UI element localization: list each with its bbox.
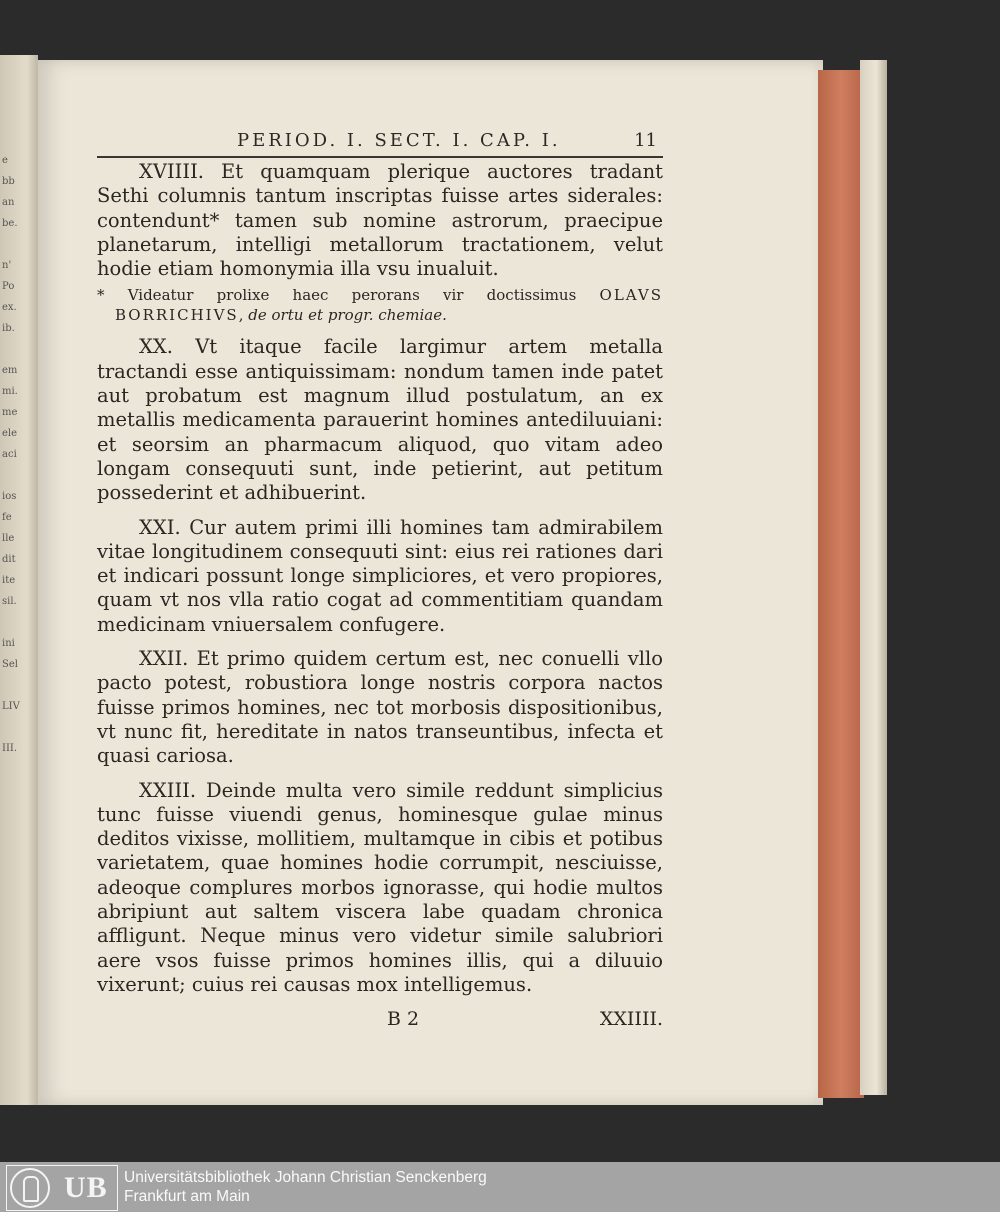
facing-page-fragment: LIV [2, 701, 20, 712]
paragraph-xxi: XXI. Cur autem primi illi homines tam admirabilem vitae longitudinem consequuti sint: eius rei rationes dari et indicari possunt longe simpliciores, et vero propiores, quam vt nos vlla ratio cogat ad commentitiam quandam medicinam vniuersalem confugere. [97, 515, 663, 636]
facing-page-fragment: ini [2, 638, 15, 649]
facing-page-fragment: Po [2, 281, 15, 292]
footnote-title: de ortu et progr. chemiae. [248, 306, 447, 325]
facing-page-fragment: an [2, 197, 15, 208]
library-banner [0, 1162, 1000, 1212]
facing-page-fragment: aci [2, 449, 17, 460]
paragraph-xviiii: XVIIII. Et quamquam plerique auctores tradant Sethi columnis tantum inscriptas fuisse artes siderales: contendunt* tamen sub nomine astrorum, praecipue planetarum, intelligi metallorum tractationem, velut hodie etiam homonymia illa vsu inualuit. [97, 160, 663, 281]
facing-page-fragment [2, 465, 34, 486]
facing-page-fragment: dit [2, 554, 16, 565]
logo-text: UB [64, 1171, 108, 1204]
facing-page-fragment [2, 339, 34, 360]
facing-page-fragment [2, 612, 34, 633]
facing-page-fragment: Sel [2, 659, 18, 670]
page-number: 11 [634, 130, 657, 151]
facing-page-fragment [2, 717, 34, 738]
facing-page-fragment: e [2, 155, 8, 166]
facing-page-fragment: em [2, 365, 18, 376]
running-head: PERIOD. I. SECT. I. CAP. I. [237, 130, 561, 151]
institution-name[interactable] [124, 1168, 487, 1206]
library-logo[interactable] [6, 1165, 118, 1211]
facing-page-fragment: mi. [2, 386, 18, 397]
footnote: * Videatur prolixe haec perorans vir doctissimus OLAVS BORRICHIVS, de ortu et progr. chemiae. [97, 286, 663, 325]
seal-icon [10, 1168, 50, 1208]
page-body [97, 160, 663, 1033]
facing-page-fragment: bb [2, 176, 15, 187]
facing-page-fragment: me [2, 407, 18, 418]
facing-page-fragment: ele [2, 428, 18, 439]
facing-page-fragment: lle [2, 533, 15, 544]
facing-page-fragment: n' [2, 260, 12, 271]
facing-page-fragment: ios [2, 491, 17, 502]
signature-mark: B 2 [387, 1008, 420, 1031]
page-block-edge [818, 70, 864, 1098]
footnote-text: Videatur prolixe haec perorans vir doctissimus [127, 286, 577, 305]
page-header [97, 130, 663, 158]
footnote-marker: * [97, 286, 105, 305]
book-cover-edge [860, 60, 887, 1095]
facing-page-fragment: III. [2, 743, 18, 754]
paragraph-xx: XX. Vt itaque facile largimur artem metalla tractandi esse antiquissimam: nondum tamen inde patet aut probatum est magnum illud postulatum, an ex metallis medicamenta parauerint homines antediluuiani: et seorsim an pharmacum aliquod, quo vitam adeo longam consequuti sunt, inde petierint, aut petitum possederint et adhibuerint. [97, 335, 663, 505]
facing-page-fragment [2, 234, 34, 255]
paragraph-xxii: XXII. Et primo quidem certum est, nec conuelli vllo pacto potest, robustiora longe nostris corpora nactos fuisse primos homines, nec tot morbosis dispositionibus, vt nunc fit, hereditate in natos transeuntibus, infecta et quasi cariosa. [97, 647, 663, 768]
institution-line-2: Frankfurt am Main [124, 1188, 250, 1205]
facing-page-fragment: be. [2, 218, 18, 229]
facing-page-fragment: ib. [2, 323, 15, 334]
facing-page-fragment: ex. [2, 302, 17, 313]
institution-line-1: Universitätsbibliothek Johann Christian Senckenberg [124, 1169, 487, 1186]
facing-page-fragment: sil. [2, 596, 17, 607]
facing-page-fragment [2, 675, 34, 696]
facing-page-edge [0, 55, 38, 1105]
page-footer [97, 1007, 663, 1033]
footnote-author: OLAVS BORRICHIVS [115, 286, 663, 325]
facing-page-fragment: ite [2, 575, 16, 586]
facing-page-text [2, 150, 34, 1100]
catchword: XXIIII. [599, 1008, 663, 1031]
facing-page-fragment: fe [2, 512, 12, 523]
paragraph-xxiii: XXIII. Deinde multa vero simile reddunt simplicius tunc fuisse viuendi genus, hominesque gulae minus deditos vixisse, mollitiem, multamque in cibis et potibus varietatem, quae homines hodie corrumpit, nesciuisse, adeoque complures morbos ignorasse, qui hodie multos abripiunt aut saltem viscera labe quadam chronica affligunt. Neque minus vero videtur simile salubriori aere vsos fuisse primos homines illis, qui a diluuio vixerunt; cuius rei causas mox intelligemus. [97, 778, 663, 996]
